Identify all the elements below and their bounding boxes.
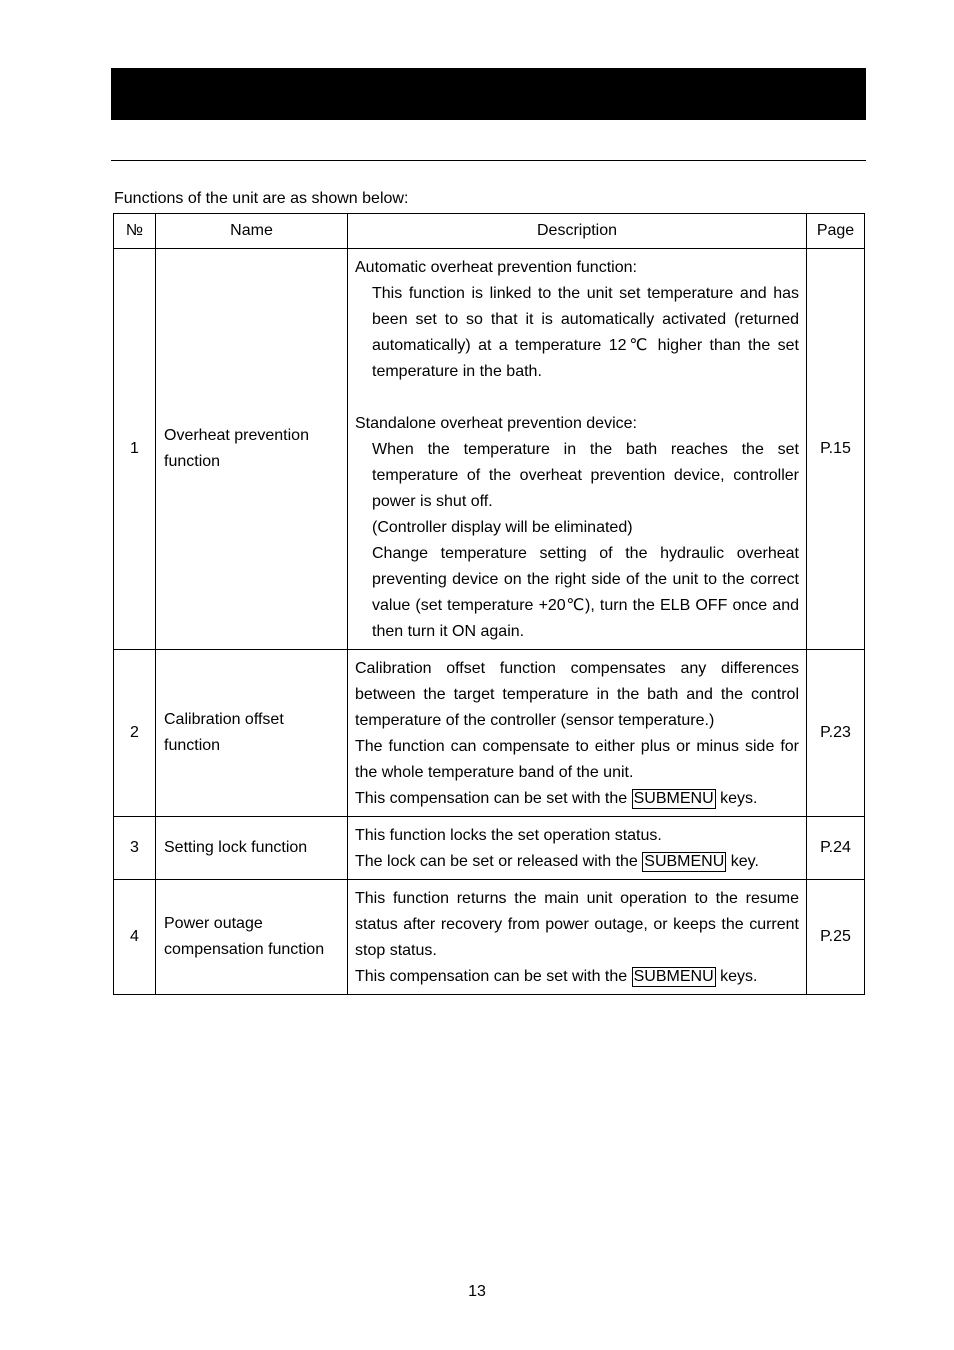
table-row [114,650,865,817]
table-row [114,249,865,650]
description-paragraph: This function locks the set operation status. [355,827,662,844]
description-paragraph: When the temperature in the bath reaches the set temperature of the overheat prevention device, controller power is shut off. [372,441,799,510]
header-no: № [114,214,156,249]
description-paragraph: (Controller display will be eliminated) [372,519,633,536]
description-paragraph: This function is linked to the unit set temperature and has been set to so that it is automatically activated (returned automatically) at a temperature 12℃ higher than the set temperature in the bath. [372,285,799,380]
row-page-ref: P.25 [807,880,865,995]
functions-table [113,213,865,995]
row-page-ref: P.24 [807,817,865,880]
description-paragraph: Change temperature setting of the hydraulic overheat preventing device on the right side of the unit to the correct value (set temperature +20℃), turn the ELB OFF once and then turn it ON again. [372,545,799,640]
row-number: 3 [114,817,156,880]
description-paragraph: This function returns the main unit operation to the resume status after recovery from power outage, or keeps the current stop status. [355,890,799,959]
row-description [348,817,807,880]
description-subtitle: Automatic overheat prevention function: [355,259,637,276]
description-text: key. [730,853,759,870]
header-name: Name [156,214,348,249]
row-name: Overheat prevention function [156,249,348,650]
description-text: This compensation can be set with the [355,790,628,807]
header-description: Description [348,214,807,249]
description-paragraph: The function can compensate to either plus or minus side for the whole temperature band of the unit. [355,738,799,781]
row-number: 2 [114,650,156,817]
row-name: Setting lock function [156,817,348,880]
row-description [348,880,807,995]
row-page-ref: P.23 [807,650,865,817]
page-number: 13 [468,1283,486,1300]
table-row [114,880,865,995]
row-number: 4 [114,880,156,995]
row-name: Calibration offset function [156,650,348,817]
row-description [348,650,807,817]
description-text: keys. [720,968,758,985]
table-header-row [114,214,865,249]
submenu-key-label: SUBMENU [644,853,725,870]
description-text: This compensation can be set with the [355,968,628,985]
paragraph-spacer [355,385,799,411]
description-text: The lock can be set or released with the [355,853,638,870]
description-text: keys. [720,790,758,807]
header-page: Page [807,214,865,249]
intro-text: Functions of the unit are as shown below: [114,190,409,207]
row-description [348,249,807,650]
row-number: 1 [114,249,156,650]
row-page-ref: P.15 [807,249,865,650]
description-paragraph [355,786,799,812]
description-paragraph [355,849,799,875]
section-header-bar [111,68,866,120]
horizontal-rule [111,160,866,161]
submenu-key-label: SUBMENU [633,968,714,985]
description-subtitle: Standalone overheat prevention device: [355,415,637,432]
row-name: Power outage compensation function [156,880,348,995]
description-paragraph [355,964,799,990]
description-paragraph: Calibration offset function compensates any differences between the target temperature in the bath and the control temperature of the controller (sensor temperature.) [355,660,799,729]
submenu-key-label: SUBMENU [633,790,714,807]
table-row [114,817,865,880]
